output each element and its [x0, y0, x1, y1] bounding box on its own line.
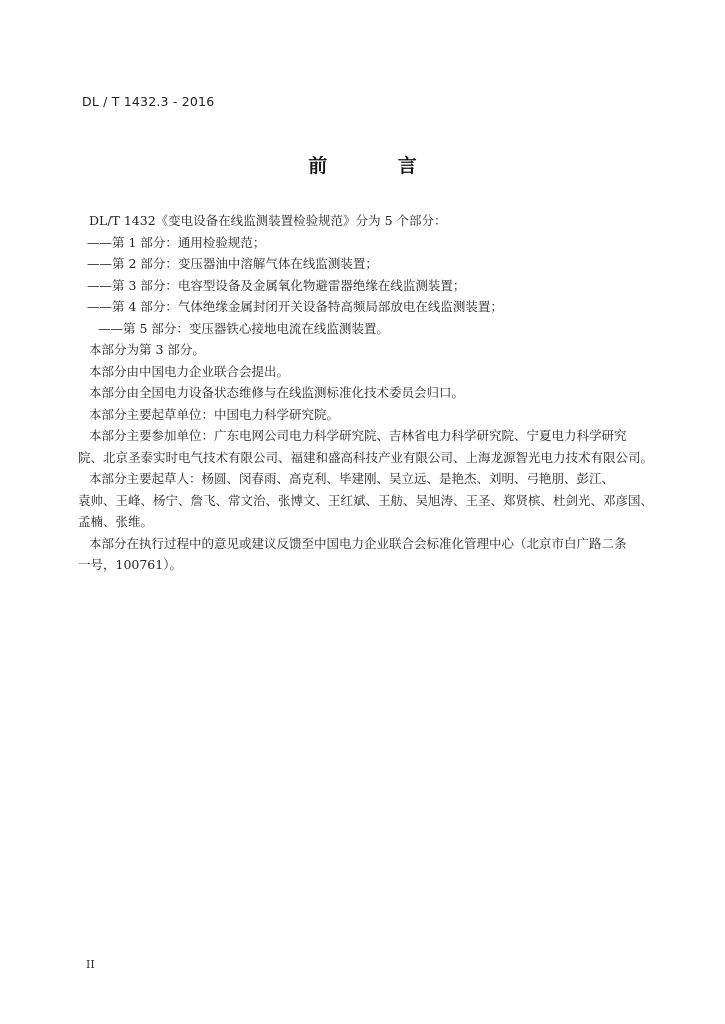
intro-paragraph: DL/T 1432《变电设备在线监测装置检验规范》分为 5 个部分：	[89, 213, 447, 228]
feedback-line-2: 一号，100761）。	[78, 557, 182, 572]
page-number: II	[86, 958, 95, 971]
foreword-body	[78, 210, 658, 576]
part-list-item-2: ——第 2 部分：变压器油中溶解气体在线监测装置；	[87, 256, 378, 271]
main-drafter-paragraph: 本部分主要起草单位：中国电力科学研究院。	[89, 406, 340, 422]
managed-paragraph: 本部分由全国电力设备状态维修与在线监测标准化技术委员会归口。	[89, 385, 465, 400]
part-list-item-5: ——第 5 部分：变压器铁心接地电流在线监测装置。	[98, 320, 389, 336]
participants-line-2: 院、北京圣泰实时电气技术有限公司、福建和盛高科技产业有限公司、上海龙源智光电力技术有限公司。	[78, 449, 654, 465]
this-part-paragraph: 本部分为第 3 部分。	[89, 342, 205, 357]
page-title: 前 言	[308, 155, 449, 177]
drafters-line-3: 孟楠、张维。	[78, 514, 154, 529]
proposed-paragraph: 本部分由中国电力企业联合会提出。	[89, 363, 290, 379]
part-list-item-1: ——第 1 部分：通用检验规范；	[87, 234, 266, 250]
participants-line-1: 本部分主要参加单位：广东电网公司电力科学研究院、吉林省电力科学研究院、宁夏电力科学研究	[89, 428, 627, 443]
drafters-line-1: 本部分主要起草人：杨圆、闵春雨、高克利、毕建刚、吴立远、是艳杰、刘明、弓艳朋、彭江、	[89, 471, 615, 486]
part-list-item-4: ——第 4 部分：气体绝缘金属封闭开关设备特高频局部放电在线监测装置；	[87, 299, 503, 314]
standard-code-header: DL / T 1432.3 - 2016	[82, 94, 215, 109]
feedback-line-1: 本部分在执行过程中的意见或建议反馈至中国电力企业联合会标准化管理中心（北京市白广路二条	[89, 535, 627, 551]
drafters-line-2: 袁帅、王峰、杨宁、詹飞、常文治、张博文、王红斌、王舫、吴旭涛、王圣、郑贤槟、杜剑光、邓彦国、	[78, 492, 654, 508]
part-list-item-3: ——第 3 部分：电容型设备及金属氧化物避雷器绝缘在线监测装置；	[87, 277, 466, 293]
